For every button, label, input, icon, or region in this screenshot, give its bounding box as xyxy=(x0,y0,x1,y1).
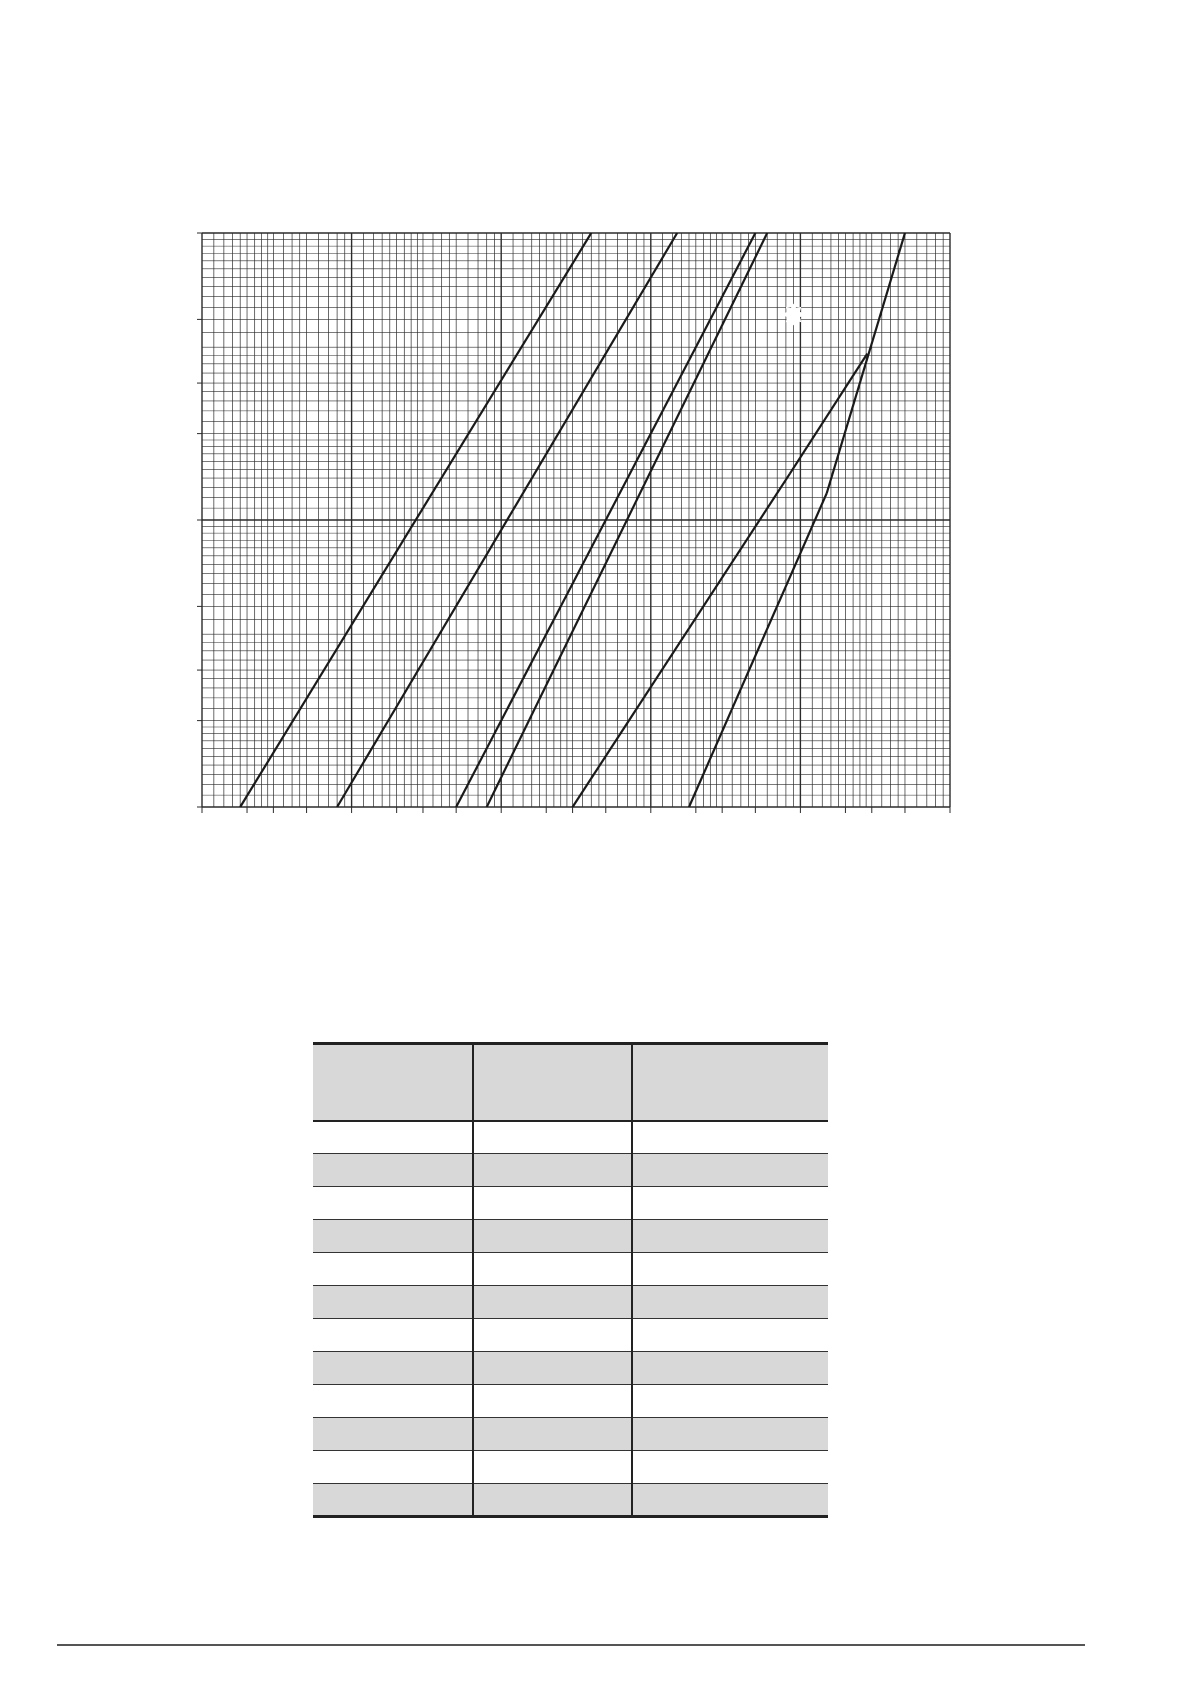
table-cell xyxy=(632,1385,828,1418)
table-cell xyxy=(632,1319,828,1352)
table-row xyxy=(313,1187,828,1220)
table-row xyxy=(313,1451,828,1484)
table-cell xyxy=(473,1451,632,1484)
table-cell xyxy=(313,1220,473,1253)
series-line-7 xyxy=(790,354,867,474)
table-cell xyxy=(313,1418,473,1451)
table-cell xyxy=(313,1121,473,1154)
table-cell xyxy=(473,1385,632,1418)
footer-rule xyxy=(57,1644,1085,1646)
table-row xyxy=(313,1121,828,1154)
table-header-cell xyxy=(632,1044,828,1121)
table-cell xyxy=(632,1121,828,1154)
table-cell xyxy=(632,1220,828,1253)
table-cell xyxy=(473,1154,632,1187)
table-cell xyxy=(473,1352,632,1385)
table-cell xyxy=(313,1154,473,1187)
table-cell xyxy=(473,1484,632,1517)
table-row xyxy=(313,1418,828,1451)
table-cell xyxy=(313,1484,473,1517)
table-cell xyxy=(473,1121,632,1154)
table-row xyxy=(313,1484,828,1517)
chart xyxy=(0,0,1190,840)
table-cell xyxy=(313,1187,473,1220)
table-row xyxy=(313,1319,828,1352)
table-cell xyxy=(632,1352,828,1385)
table-cell xyxy=(313,1352,473,1385)
table-row xyxy=(313,1253,828,1286)
table-cell xyxy=(313,1286,473,1319)
table-row xyxy=(313,1286,828,1319)
table-cell xyxy=(473,1319,632,1352)
table-cell xyxy=(313,1451,473,1484)
table-cell xyxy=(632,1253,828,1286)
table-row xyxy=(313,1352,828,1385)
table-header-cell xyxy=(313,1044,473,1121)
table-cell xyxy=(632,1286,828,1319)
table-cell xyxy=(313,1385,473,1418)
table-cell xyxy=(473,1220,632,1253)
table-cell xyxy=(313,1319,473,1352)
star-marker xyxy=(783,304,805,326)
table-cell xyxy=(632,1154,828,1187)
table-cell xyxy=(632,1418,828,1451)
data-table xyxy=(313,1042,828,1518)
table-cell xyxy=(473,1187,632,1220)
table-cell xyxy=(313,1253,473,1286)
table-header-cell xyxy=(473,1044,632,1121)
table-cell xyxy=(473,1418,632,1451)
table-cell xyxy=(632,1451,828,1484)
table-row xyxy=(313,1154,828,1187)
table-cell xyxy=(473,1253,632,1286)
chart-svg xyxy=(0,0,1190,840)
table-row xyxy=(313,1220,828,1253)
table-cell xyxy=(632,1187,828,1220)
table-cell xyxy=(632,1484,828,1517)
table-body xyxy=(313,1121,828,1517)
table-header-row xyxy=(313,1044,828,1121)
table-cell xyxy=(473,1286,632,1319)
table-row xyxy=(313,1385,828,1418)
